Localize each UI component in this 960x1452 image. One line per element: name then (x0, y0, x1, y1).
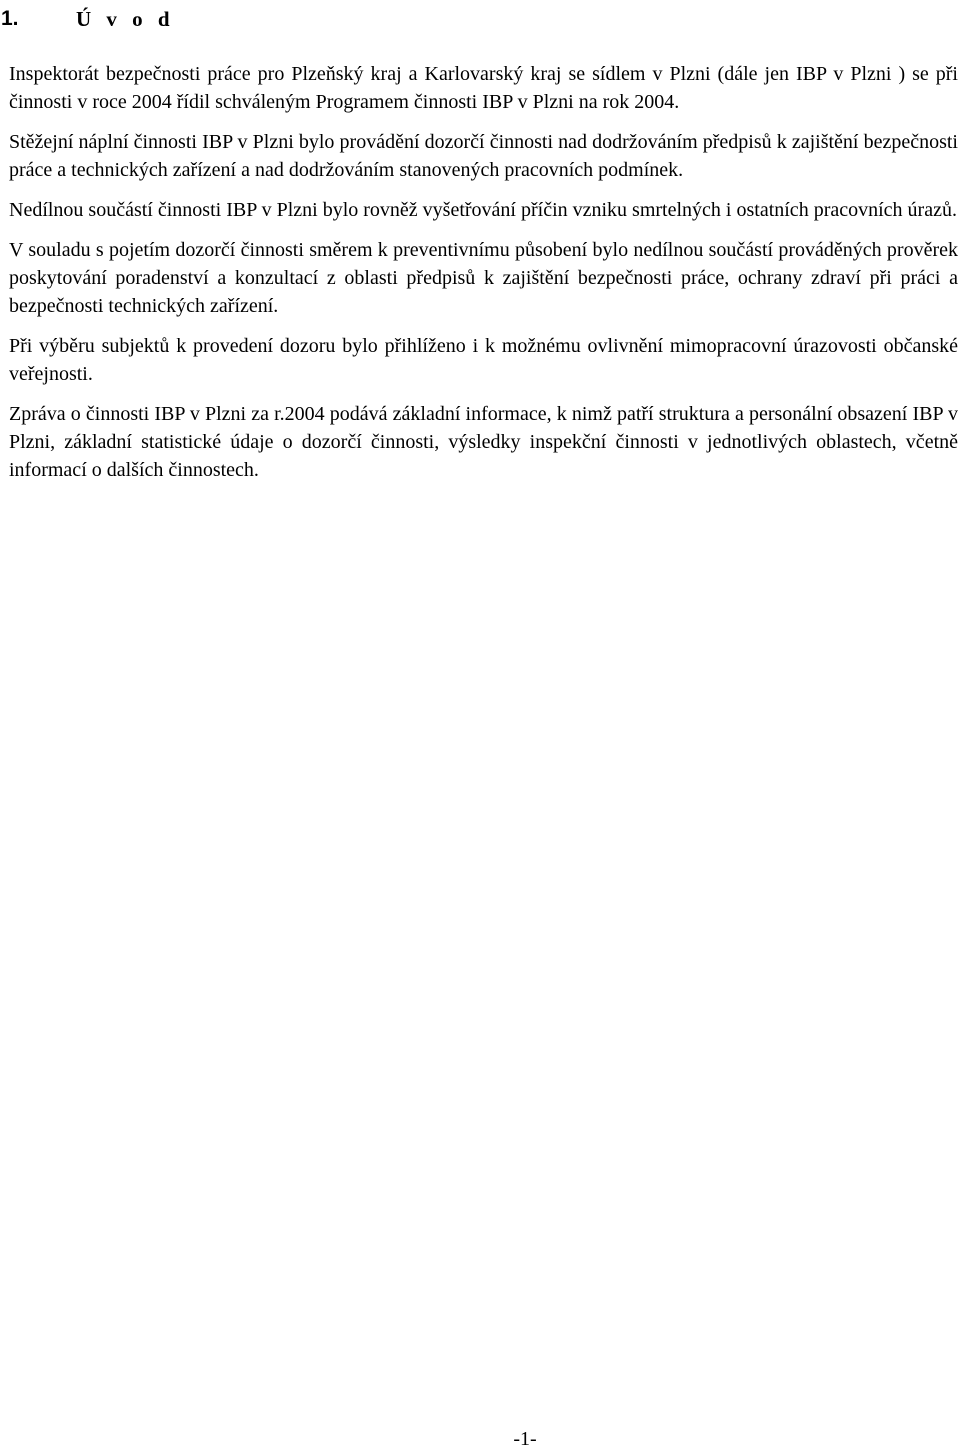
section-number: 1. (1, 7, 19, 30)
section-title: Ú v o d (76, 7, 175, 31)
document-body (9, 60, 958, 496)
paragraph-report-summary: Zpráva o činnosti IBP v Plzni za r.2004 podává základní informace, k nimž patří struktura a personální obsazení IBP v Plzni, základní statistické údaje o dozorčí činnosti, výsledky inspekční činnosti v jednotlivých oblastech, včetně informací o dalších činnostech. (9, 403, 958, 481)
page-number: -1- (513, 1428, 537, 1450)
paragraph-main-activity: Stěžejní náplní činnosti IBP v Plzni bylo provádění dozorčí činnosti nad dodržováním předpisů k zajištění bezpečnosti práce a technických zařízení a nad dodržováním stanovených pracovních podmínek. (9, 131, 958, 181)
paragraph-subject-selection: Při výběru subjektů k provedení dozoru bylo přihlíženo i k možnému ovlivnění mimopracovní úrazovosti občanské veřejnosti. (9, 335, 958, 385)
paragraph-prevention: V souladu s pojetím dozorčí činnosti směrem k preventivnímu působení bylo nedílnou součástí prováděných prověrek poskytování poradenství a konzultací z oblasti předpisů k zajištění bezpečnosti práce, ochrany zdraví při práci a bezpečnosti technických zařízení. (9, 239, 958, 317)
paragraph-accident-investigation: Nedílnou součástí činnosti IBP v Plzni bylo rovněž vyšetřování příčin vzniku smrtelných i ostatních pracovních úrazů. (9, 199, 957, 221)
paragraph-intro: Inspektorát bezpečnosti práce pro Plzeňský kraj a Karlovarský kraj se sídlem v Plzni (dále jen IBP v Plzni ) se při činnosti v roce 2004 řídil schváleným Programem činnosti IBP v Plzni na rok 2004. (9, 63, 958, 113)
